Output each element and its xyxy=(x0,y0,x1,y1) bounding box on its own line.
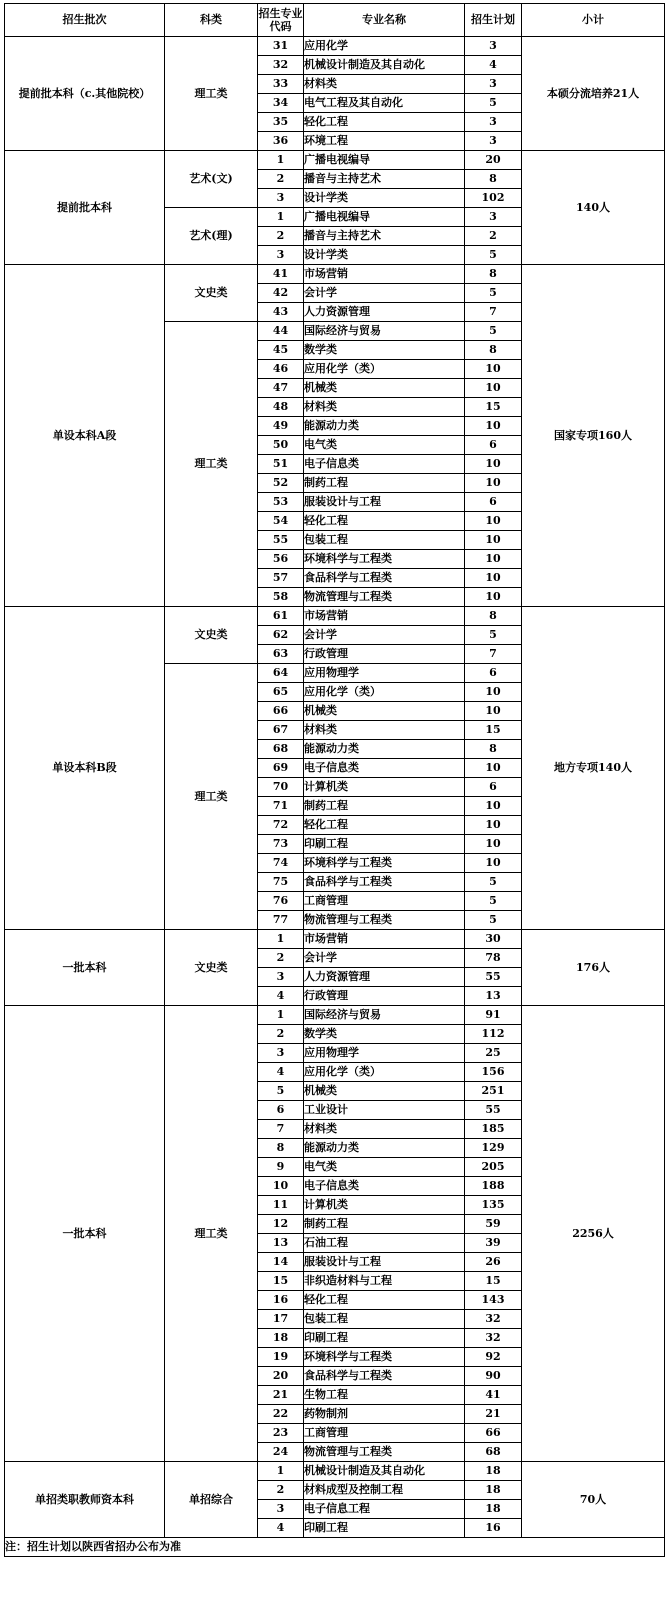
major-cell: 国际经济与贸易 xyxy=(304,1006,465,1025)
major-cell: 应用物理学 xyxy=(304,664,465,683)
code-cell: 53 xyxy=(258,493,304,512)
plan-cell: 10 xyxy=(465,531,522,550)
code-cell: 54 xyxy=(258,512,304,531)
plan-cell: 21 xyxy=(465,1405,522,1424)
plan-cell: 10 xyxy=(465,360,522,379)
code-cell: 63 xyxy=(258,645,304,664)
major-cell: 包装工程 xyxy=(304,531,465,550)
code-cell: 31 xyxy=(258,37,304,56)
plan-cell: 13 xyxy=(465,987,522,1006)
code-cell: 58 xyxy=(258,588,304,607)
major-cell: 药物制剂 xyxy=(304,1405,465,1424)
batch-cell: 一批本科 xyxy=(5,930,165,1006)
major-cell: 电气工程及其自动化 xyxy=(304,94,465,113)
major-cell: 会计学 xyxy=(304,626,465,645)
code-cell: 6 xyxy=(258,1101,304,1120)
plan-cell: 5 xyxy=(465,626,522,645)
code-cell: 1 xyxy=(258,208,304,227)
major-cell: 生物工程 xyxy=(304,1386,465,1405)
code-cell: 34 xyxy=(258,94,304,113)
code-cell: 4 xyxy=(258,987,304,1006)
major-cell: 数学类 xyxy=(304,341,465,360)
code-cell: 22 xyxy=(258,1405,304,1424)
plan-cell: 39 xyxy=(465,1234,522,1253)
plan-cell: 5 xyxy=(465,246,522,265)
plan-cell: 90 xyxy=(465,1367,522,1386)
major-cell: 服装设计与工程 xyxy=(304,1253,465,1272)
plan-cell: 10 xyxy=(465,797,522,816)
plan-cell: 25 xyxy=(465,1044,522,1063)
major-cell: 轻化工程 xyxy=(304,816,465,835)
major-cell: 环境科学与工程类 xyxy=(304,854,465,873)
code-cell: 2 xyxy=(258,1025,304,1044)
major-cell: 市场营销 xyxy=(304,607,465,626)
code-cell: 44 xyxy=(258,322,304,341)
code-cell: 2 xyxy=(258,949,304,968)
code-cell: 41 xyxy=(258,265,304,284)
major-cell: 国际经济与贸易 xyxy=(304,322,465,341)
header-subtotal: 小计 xyxy=(522,4,665,37)
footnote: 注：招生计划以陕西省招办公布为准 xyxy=(5,1538,665,1557)
plan-cell: 10 xyxy=(465,569,522,588)
subtotal-cell: 176人 xyxy=(522,930,665,1006)
code-cell: 50 xyxy=(258,436,304,455)
major-cell: 播音与主持艺术 xyxy=(304,170,465,189)
code-cell: 62 xyxy=(258,626,304,645)
code-cell: 52 xyxy=(258,474,304,493)
plan-cell: 10 xyxy=(465,455,522,474)
code-cell: 2 xyxy=(258,170,304,189)
enrollment-plan-table xyxy=(4,3,665,1557)
plan-cell: 8 xyxy=(465,740,522,759)
major-cell: 机械设计制造及其自动化 xyxy=(304,56,465,75)
major-cell: 印刷工程 xyxy=(304,1519,465,1538)
major-cell: 工商管理 xyxy=(304,1424,465,1443)
header-plan: 招生计划 xyxy=(465,4,522,37)
subtotal-cell: 国家专项160人 xyxy=(522,265,665,607)
major-cell: 机械类 xyxy=(304,1082,465,1101)
major-cell: 广播电视编导 xyxy=(304,208,465,227)
plan-cell: 112 xyxy=(465,1025,522,1044)
plan-cell: 10 xyxy=(465,379,522,398)
plan-cell: 15 xyxy=(465,721,522,740)
subtotal-cell: 70人 xyxy=(522,1462,665,1538)
major-cell: 食品科学与工程类 xyxy=(304,569,465,588)
plan-cell: 6 xyxy=(465,493,522,512)
header-batch: 招生批次 xyxy=(5,4,165,37)
code-cell: 20 xyxy=(258,1367,304,1386)
code-cell: 67 xyxy=(258,721,304,740)
plan-cell: 10 xyxy=(465,835,522,854)
code-cell: 16 xyxy=(258,1291,304,1310)
code-cell: 56 xyxy=(258,550,304,569)
major-cell: 数学类 xyxy=(304,1025,465,1044)
batch-cell: 提前批本科（c.其他院校） xyxy=(5,37,165,151)
code-cell: 24 xyxy=(258,1443,304,1462)
plan-cell: 8 xyxy=(465,607,522,626)
code-cell: 69 xyxy=(258,759,304,778)
code-cell: 12 xyxy=(258,1215,304,1234)
major-cell: 食品科学与工程类 xyxy=(304,873,465,892)
code-cell: 43 xyxy=(258,303,304,322)
major-cell: 应用化学（类） xyxy=(304,1063,465,1082)
plan-cell: 15 xyxy=(465,398,522,417)
major-cell: 行政管理 xyxy=(304,645,465,664)
code-cell: 74 xyxy=(258,854,304,873)
major-cell: 环境科学与工程类 xyxy=(304,550,465,569)
major-cell: 能源动力类 xyxy=(304,417,465,436)
code-cell: 71 xyxy=(258,797,304,816)
subtotal-cell: 2256人 xyxy=(522,1006,665,1462)
plan-cell: 3 xyxy=(465,37,522,56)
code-cell: 1 xyxy=(258,930,304,949)
batch-cell: 提前批本科 xyxy=(5,151,165,265)
plan-cell: 41 xyxy=(465,1386,522,1405)
plan-cell: 10 xyxy=(465,854,522,873)
major-cell: 服装设计与工程 xyxy=(304,493,465,512)
code-cell: 72 xyxy=(258,816,304,835)
major-cell: 设计学类 xyxy=(304,189,465,208)
plan-cell: 92 xyxy=(465,1348,522,1367)
plan-cell: 59 xyxy=(465,1215,522,1234)
code-cell: 5 xyxy=(258,1082,304,1101)
code-cell: 3 xyxy=(258,1500,304,1519)
major-cell: 环境工程 xyxy=(304,132,465,151)
category-cell: 文史类 xyxy=(165,930,258,1006)
major-cell: 轻化工程 xyxy=(304,113,465,132)
code-cell: 3 xyxy=(258,246,304,265)
batch-cell: 单设本科B段 xyxy=(5,607,165,930)
plan-cell: 8 xyxy=(465,265,522,284)
plan-cell: 5 xyxy=(465,892,522,911)
category-cell: 理工类 xyxy=(165,664,258,930)
plan-cell: 135 xyxy=(465,1196,522,1215)
major-cell: 广播电视编导 xyxy=(304,151,465,170)
table-row xyxy=(5,607,665,626)
major-cell: 计算机类 xyxy=(304,1196,465,1215)
plan-cell: 10 xyxy=(465,816,522,835)
plan-cell: 26 xyxy=(465,1253,522,1272)
code-cell: 14 xyxy=(258,1253,304,1272)
plan-cell: 32 xyxy=(465,1329,522,1348)
plan-cell: 143 xyxy=(465,1291,522,1310)
plan-cell: 7 xyxy=(465,645,522,664)
major-cell: 轻化工程 xyxy=(304,1291,465,1310)
code-cell: 18 xyxy=(258,1329,304,1348)
major-cell: 材料类 xyxy=(304,398,465,417)
major-cell: 材料类 xyxy=(304,1120,465,1139)
major-cell: 电子信息类 xyxy=(304,1177,465,1196)
plan-cell: 4 xyxy=(465,56,522,75)
table-row xyxy=(5,265,665,284)
major-cell: 材料成型及控制工程 xyxy=(304,1481,465,1500)
code-cell: 75 xyxy=(258,873,304,892)
major-cell: 轻化工程 xyxy=(304,512,465,531)
code-cell: 19 xyxy=(258,1348,304,1367)
major-cell: 物流管理与工程类 xyxy=(304,911,465,930)
code-cell: 68 xyxy=(258,740,304,759)
plan-cell: 8 xyxy=(465,341,522,360)
major-cell: 市场营销 xyxy=(304,265,465,284)
subtotal-cell: 本硕分流培养21人 xyxy=(522,37,665,151)
plan-cell: 10 xyxy=(465,474,522,493)
category-cell: 理工类 xyxy=(165,37,258,151)
code-cell: 13 xyxy=(258,1234,304,1253)
code-cell: 55 xyxy=(258,531,304,550)
major-cell: 应用物理学 xyxy=(304,1044,465,1063)
plan-cell: 10 xyxy=(465,550,522,569)
major-cell: 电子信息类 xyxy=(304,759,465,778)
plan-cell: 6 xyxy=(465,664,522,683)
major-cell: 工商管理 xyxy=(304,892,465,911)
category-cell: 理工类 xyxy=(165,1006,258,1462)
code-cell: 33 xyxy=(258,75,304,94)
code-cell: 49 xyxy=(258,417,304,436)
major-cell: 非织造材料与工程 xyxy=(304,1272,465,1291)
category-cell: 单招综合 xyxy=(165,1462,258,1538)
plan-cell: 68 xyxy=(465,1443,522,1462)
enrollment-plan-sheet xyxy=(4,3,664,1557)
major-cell: 市场营销 xyxy=(304,930,465,949)
plan-cell: 10 xyxy=(465,683,522,702)
plan-cell: 10 xyxy=(465,702,522,721)
plan-cell: 10 xyxy=(465,759,522,778)
code-cell: 64 xyxy=(258,664,304,683)
category-cell: 文史类 xyxy=(165,265,258,322)
code-cell: 2 xyxy=(258,1481,304,1500)
plan-cell: 129 xyxy=(465,1139,522,1158)
code-cell: 65 xyxy=(258,683,304,702)
major-cell: 制药工程 xyxy=(304,797,465,816)
plan-cell: 18 xyxy=(465,1462,522,1481)
code-cell: 35 xyxy=(258,113,304,132)
code-cell: 7 xyxy=(258,1120,304,1139)
header-row xyxy=(5,4,665,37)
category-cell: 理工类 xyxy=(165,322,258,607)
category-cell: 艺术(理) xyxy=(165,208,258,265)
major-cell: 应用化学（类） xyxy=(304,683,465,702)
code-cell: 2 xyxy=(258,227,304,246)
plan-cell: 3 xyxy=(465,75,522,94)
major-cell: 制药工程 xyxy=(304,1215,465,1234)
major-cell: 环境科学与工程类 xyxy=(304,1348,465,1367)
code-cell: 73 xyxy=(258,835,304,854)
code-cell: 23 xyxy=(258,1424,304,1443)
major-cell: 电气类 xyxy=(304,1158,465,1177)
plan-cell: 2 xyxy=(465,227,522,246)
code-cell: 3 xyxy=(258,968,304,987)
major-cell: 机械设计制造及其自动化 xyxy=(304,1462,465,1481)
plan-cell: 6 xyxy=(465,778,522,797)
code-cell: 61 xyxy=(258,607,304,626)
plan-cell: 10 xyxy=(465,512,522,531)
code-cell: 21 xyxy=(258,1386,304,1405)
plan-cell: 8 xyxy=(465,170,522,189)
batch-cell: 一批本科 xyxy=(5,1006,165,1462)
plan-cell: 10 xyxy=(465,417,522,436)
code-cell: 51 xyxy=(258,455,304,474)
code-cell: 9 xyxy=(258,1158,304,1177)
major-cell: 应用化学 xyxy=(304,37,465,56)
major-cell: 制药工程 xyxy=(304,474,465,493)
plan-cell: 3 xyxy=(465,113,522,132)
code-cell: 57 xyxy=(258,569,304,588)
plan-cell: 5 xyxy=(465,284,522,303)
code-cell: 77 xyxy=(258,911,304,930)
major-cell: 包装工程 xyxy=(304,1310,465,1329)
code-cell: 11 xyxy=(258,1196,304,1215)
plan-cell: 3 xyxy=(465,208,522,227)
header-category: 科类 xyxy=(165,4,258,37)
category-cell: 艺术(文) xyxy=(165,151,258,208)
code-cell: 70 xyxy=(258,778,304,797)
major-cell: 应用化学（类） xyxy=(304,360,465,379)
major-cell: 会计学 xyxy=(304,284,465,303)
batch-cell: 单招类职教师资本科 xyxy=(5,1462,165,1538)
plan-cell: 205 xyxy=(465,1158,522,1177)
plan-cell: 18 xyxy=(465,1481,522,1500)
plan-cell: 102 xyxy=(465,189,522,208)
plan-cell: 18 xyxy=(465,1500,522,1519)
plan-cell: 6 xyxy=(465,436,522,455)
code-cell: 4 xyxy=(258,1519,304,1538)
code-cell: 1 xyxy=(258,1006,304,1025)
table-row xyxy=(5,151,665,170)
plan-cell: 5 xyxy=(465,94,522,113)
major-cell: 电子信息类 xyxy=(304,455,465,474)
major-cell: 工业设计 xyxy=(304,1101,465,1120)
table-row xyxy=(5,930,665,949)
header-code: 招生专业代码 xyxy=(258,4,304,37)
plan-cell: 30 xyxy=(465,930,522,949)
major-cell: 会计学 xyxy=(304,949,465,968)
major-cell: 人力资源管理 xyxy=(304,968,465,987)
plan-cell: 5 xyxy=(465,322,522,341)
major-cell: 材料类 xyxy=(304,75,465,94)
major-cell: 电气类 xyxy=(304,436,465,455)
code-cell: 4 xyxy=(258,1063,304,1082)
category-cell: 文史类 xyxy=(165,607,258,664)
major-cell: 电子信息工程 xyxy=(304,1500,465,1519)
plan-cell: 3 xyxy=(465,132,522,151)
major-cell: 印刷工程 xyxy=(304,835,465,854)
code-cell: 42 xyxy=(258,284,304,303)
code-cell: 48 xyxy=(258,398,304,417)
subtotal-cell: 地方专项140人 xyxy=(522,607,665,930)
major-cell: 物流管理与工程类 xyxy=(304,588,465,607)
major-cell: 能源动力类 xyxy=(304,1139,465,1158)
plan-body xyxy=(5,37,665,1538)
table-row xyxy=(5,1462,665,1481)
code-cell: 76 xyxy=(258,892,304,911)
plan-cell: 15 xyxy=(465,1272,522,1291)
plan-cell: 16 xyxy=(465,1519,522,1538)
plan-cell: 5 xyxy=(465,911,522,930)
plan-cell: 156 xyxy=(465,1063,522,1082)
plan-cell: 5 xyxy=(465,873,522,892)
code-cell: 3 xyxy=(258,189,304,208)
plan-cell: 91 xyxy=(465,1006,522,1025)
code-cell: 15 xyxy=(258,1272,304,1291)
code-cell: 3 xyxy=(258,1044,304,1063)
code-cell: 1 xyxy=(258,151,304,170)
subtotal-cell: 140人 xyxy=(522,151,665,265)
code-cell: 45 xyxy=(258,341,304,360)
code-cell: 17 xyxy=(258,1310,304,1329)
batch-cell: 单设本科A段 xyxy=(5,265,165,607)
major-cell: 播音与主持艺术 xyxy=(304,227,465,246)
table-row xyxy=(5,1006,665,1025)
header-major: 专业名称 xyxy=(304,4,465,37)
major-cell: 设计学类 xyxy=(304,246,465,265)
major-cell: 行政管理 xyxy=(304,987,465,1006)
plan-cell: 66 xyxy=(465,1424,522,1443)
major-cell: 石油工程 xyxy=(304,1234,465,1253)
code-cell: 47 xyxy=(258,379,304,398)
code-cell: 32 xyxy=(258,56,304,75)
plan-cell: 10 xyxy=(465,588,522,607)
code-cell: 66 xyxy=(258,702,304,721)
code-cell: 10 xyxy=(258,1177,304,1196)
major-cell: 机械类 xyxy=(304,379,465,398)
major-cell: 食品科学与工程类 xyxy=(304,1367,465,1386)
code-cell: 46 xyxy=(258,360,304,379)
plan-cell: 32 xyxy=(465,1310,522,1329)
plan-cell: 188 xyxy=(465,1177,522,1196)
major-cell: 人力资源管理 xyxy=(304,303,465,322)
major-cell: 印刷工程 xyxy=(304,1329,465,1348)
major-cell: 机械类 xyxy=(304,702,465,721)
plan-cell: 78 xyxy=(465,949,522,968)
code-cell: 1 xyxy=(258,1462,304,1481)
table-row xyxy=(5,37,665,56)
plan-cell: 20 xyxy=(465,151,522,170)
plan-cell: 185 xyxy=(465,1120,522,1139)
code-cell: 8 xyxy=(258,1139,304,1158)
plan-cell: 55 xyxy=(465,968,522,987)
major-cell: 材料类 xyxy=(304,721,465,740)
plan-cell: 55 xyxy=(465,1101,522,1120)
major-cell: 计算机类 xyxy=(304,778,465,797)
note-row xyxy=(5,1538,665,1557)
code-cell: 36 xyxy=(258,132,304,151)
major-cell: 物流管理与工程类 xyxy=(304,1443,465,1462)
plan-cell: 251 xyxy=(465,1082,522,1101)
major-cell: 能源动力类 xyxy=(304,740,465,759)
plan-cell: 7 xyxy=(465,303,522,322)
